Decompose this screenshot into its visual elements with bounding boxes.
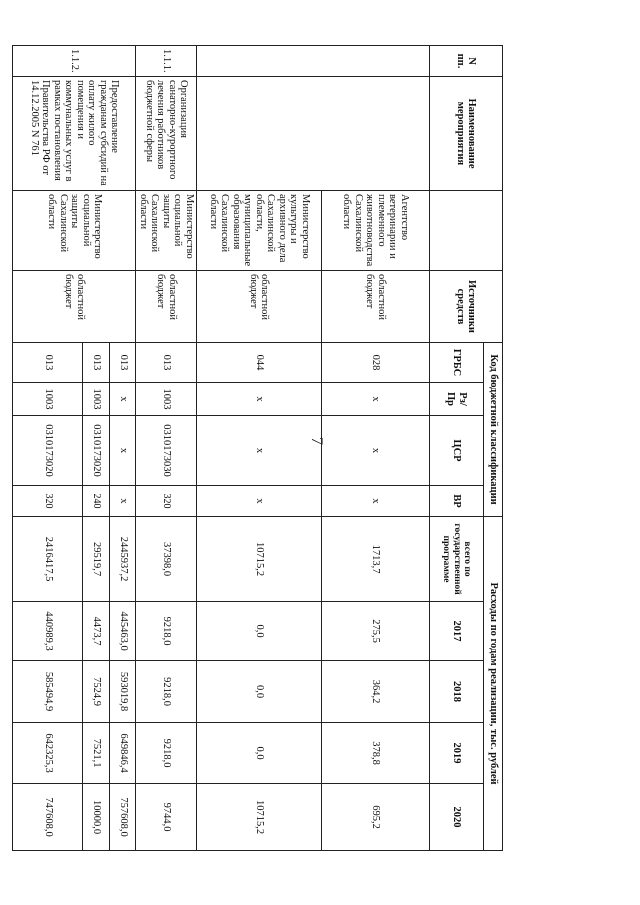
row-2018: 593019,8	[110, 661, 136, 723]
row-total: 2416417,5	[13, 517, 83, 602]
row-rzpr: 1003	[13, 383, 83, 416]
row-csr: x	[110, 416, 136, 486]
row-2018: 0,0	[197, 661, 322, 723]
row-vr: 240	[83, 486, 110, 517]
header-2018: 2018	[430, 661, 484, 723]
row-2019: 642325,3	[13, 723, 83, 784]
row-2017: 9218,0	[136, 602, 197, 661]
row-total: 1713,7	[322, 517, 430, 602]
row-responsible: Министерство культуры и архивного дела Сахалинской области, муниципальные образования Сахалинской области	[197, 191, 322, 271]
row-2017: 445463,0	[110, 602, 136, 661]
header-name: Наименование мероприятия	[430, 77, 503, 191]
row-responsible: Агентство ветеринарии и племенного животноводства Сахалинской области	[322, 191, 430, 271]
table-row	[136, 46, 197, 851]
row-2018: 7524,9	[83, 661, 110, 723]
row-grbs: 013	[83, 343, 110, 383]
row-2018: 364,2	[322, 661, 430, 723]
row-grbs: 044	[197, 343, 322, 383]
row-vr: x	[110, 486, 136, 517]
row-name	[197, 77, 430, 191]
budget-table	[13, 45, 504, 851]
row-grbs: 013	[110, 343, 136, 383]
row-rzpr: 1003	[136, 383, 197, 416]
row-2020: 747608,0	[13, 784, 83, 851]
row-2017: 440989,3	[13, 602, 83, 661]
rotated-page	[18, 45, 503, 850]
header-responsible	[430, 191, 503, 271]
table-row	[322, 46, 430, 851]
row-2020: 10715,2	[197, 784, 322, 851]
row-rzpr: x	[110, 383, 136, 416]
row-rzpr: x	[197, 383, 322, 416]
row-2019: 9218,0	[136, 723, 197, 784]
row-source: областной бюджет	[136, 271, 197, 343]
row-source: областной бюджет	[13, 271, 136, 343]
header-total: всего по государственной программе	[430, 517, 484, 602]
row-name: Предоставление гражданам субсидий на оплату жилого помещения и коммунальных услуг в рамках постановления Правительства РФ от 14.12.2005 N 761	[13, 77, 136, 191]
row-total: 2445937,2	[110, 517, 136, 602]
row-csr: 0310173020	[83, 416, 110, 486]
row-rzpr: 1003	[83, 383, 110, 416]
table-row	[110, 46, 136, 851]
header-2017: 2017	[430, 602, 484, 661]
header-num: N пп.	[430, 46, 503, 77]
row-responsible: Министерство социальной защиты Сахалинской области	[136, 191, 197, 271]
row-2017: 275,5	[322, 602, 430, 661]
row-grbs: 013	[13, 343, 83, 383]
row-vr: x	[197, 486, 322, 517]
row-2019: 649846,4	[110, 723, 136, 784]
row-vr: x	[322, 486, 430, 517]
row-total: 10715,2	[197, 517, 322, 602]
header-rzpr: Рз/Пр	[430, 383, 484, 416]
row-responsible: Министерство социальной защиты Сахалинской области	[13, 191, 136, 271]
header-code-group: Код бюджетной классификации	[484, 343, 503, 517]
header-vr: ВР	[430, 486, 484, 517]
row-2020: 9744,0	[136, 784, 197, 851]
row-csr: x	[322, 416, 430, 486]
row-2020: 757608,0	[110, 784, 136, 851]
row-num: 1.1.1.	[136, 46, 197, 77]
row-2020: 10000,0	[83, 784, 110, 851]
row-source: областной бюджет	[322, 271, 430, 343]
row-num	[197, 46, 430, 77]
row-num: 1.1.2.	[13, 46, 136, 77]
row-rzpr: x	[322, 383, 430, 416]
row-vr: 320	[136, 486, 197, 517]
row-csr: 0310173020	[13, 416, 83, 486]
row-vr: 320	[13, 486, 83, 517]
row-grbs: 028	[322, 343, 430, 383]
row-total: 29519,7	[83, 517, 110, 602]
header-sources: Источники средств	[430, 271, 503, 343]
row-2019: 378,8	[322, 723, 430, 784]
header-row-1	[484, 46, 503, 851]
header-grbs: ГРБС	[430, 343, 484, 383]
row-2020: 695,2	[322, 784, 430, 851]
header-csr: ЦСР	[430, 416, 484, 486]
row-2018: 9218,0	[136, 661, 197, 723]
row-2019: 0,0	[197, 723, 322, 784]
row-2017: 0,0	[197, 602, 322, 661]
row-csr: 0310173030	[136, 416, 197, 486]
header-expenses-group: Расходы по годам реализации, тыс. рублей	[484, 517, 503, 851]
row-csr: x	[197, 416, 322, 486]
row-2017: 4473,7	[83, 602, 110, 661]
row-total: 37398,0	[136, 517, 197, 602]
header-2020: 2020	[430, 784, 484, 851]
row-source: областной бюджет	[197, 271, 322, 343]
row-name: Организация санаторно-курортного лечения работников бюджетной сферы	[136, 77, 197, 191]
page-number: 7	[308, 437, 325, 445]
row-2019: 7521,1	[83, 723, 110, 784]
header-2019: 2019	[430, 723, 484, 784]
row-grbs: 013	[136, 343, 197, 383]
row-2018: 585494,9	[13, 661, 83, 723]
